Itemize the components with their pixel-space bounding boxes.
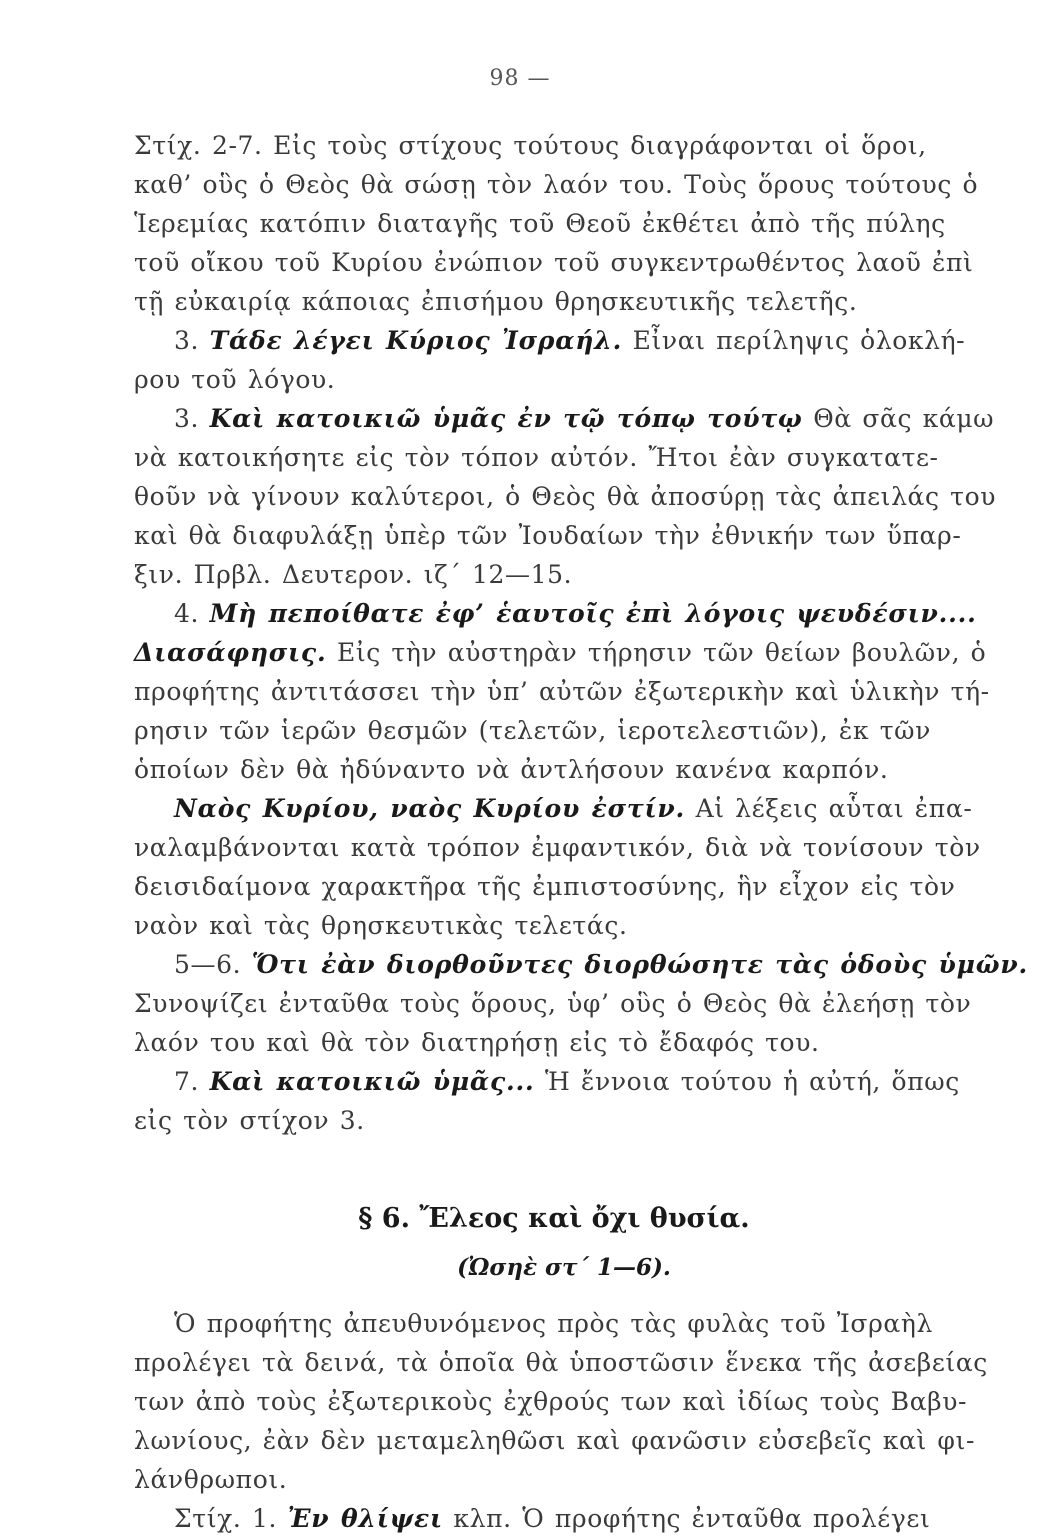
text-line xyxy=(134,282,914,321)
line-text: Ἱερεμίας κατόπιν διαταγῆς τοῦ Θεοῦ ἐκθέτει ἀπὸ τῆς πύλης xyxy=(134,209,946,238)
line-text: 4. xyxy=(174,599,210,628)
line-text: 7. xyxy=(174,1067,210,1096)
text-line xyxy=(134,672,990,711)
line-text: ρησιν τῶν ἱερῶν θεσμῶν (τελετῶν, ἱεροτελεστιῶν), ἐκ τῶν xyxy=(134,716,931,745)
emphasized-lemma: Ὅτι ἐὰν διορθοῦντες διορθώσητε τὰς ὁδοὺς ὑμῶν. xyxy=(251,950,1029,979)
text-line xyxy=(134,477,997,516)
text-line xyxy=(134,789,973,828)
text-line xyxy=(134,906,914,945)
line-text: καθ’ οὓς ὁ Θεὸς θὰ σώσῃ τὸν λαόν του. Τοὺς ὅρους τούτους ὁ xyxy=(134,170,979,199)
emphasized-lemma: Ναὸς Κυρίου, ναὸς Κυρίου ἐστίν. xyxy=(174,794,686,823)
text-line xyxy=(134,204,946,243)
emphasized-lemma: Καὶ κατοικιῶ ὑμᾶς ἐν τῷ τόπῳ τούτῳ xyxy=(209,404,803,433)
line-text: ναὸν καὶ τὰς θρησκευτικὰς τελετάς. xyxy=(134,911,628,940)
line-text: ρου τοῦ λόγου. xyxy=(134,365,336,394)
text-line xyxy=(134,594,977,633)
line-text: νὰ κατοικήσητε εἰς τὸν τόπον αὐτόν. Ἤτοι ἐὰν συγκατατε- xyxy=(134,443,939,472)
text-line xyxy=(134,321,966,360)
commentary-block xyxy=(134,126,1029,1140)
line-text: δεισιδαίμονα χαρακτῆρα τῆς ἐμπιστοσύνης, ἣν εἶχον εἰς τὸν xyxy=(134,872,956,901)
emphasized-lemma: Καὶ κατοικιῶ ὑμᾶς... xyxy=(209,1067,535,1096)
line-text: ὁποίων δὲν θὰ ἠδύναντο νὰ ἀντλήσουν κανένα καρπόν. xyxy=(134,755,889,784)
line-text: Ὁ προφήτης ἀπευθυνόμενος πρὸς τὰς φυλὰς τοῦ Ἰσραὴλ xyxy=(174,1309,933,1338)
line-text: προφήτης ἀντιτάσσει τὴν ὑπ’ αὐτῶν ἐξωτερικὴν καὶ ὑλικὴν τή- xyxy=(134,677,990,706)
line-text: λωνίους, ἐὰν δὲν μεταμεληθῶσι καὶ φανῶσιν εὐσεβεῖς καὶ φι- xyxy=(134,1426,975,1455)
text-line xyxy=(134,1304,933,1343)
text-line xyxy=(134,867,956,906)
text-line xyxy=(134,438,939,477)
text-line xyxy=(134,126,927,165)
text-line xyxy=(134,984,972,1023)
line-text: προλέγει τὰ δεινά, τὰ ὁποῖα θὰ ὑποστῶσιν ἕνεκα τῆς ἀσεβείας xyxy=(134,1348,988,1377)
line-text: καὶ θὰ διαφυλάξῃ ὑπὲρ τῶν Ἰουδαίων τὴν ἐθνικήν των ὕπαρ- xyxy=(134,521,962,550)
emphasized-lemma: Ἐν θλίψει xyxy=(287,1504,443,1533)
text-line xyxy=(134,945,1029,984)
text-line xyxy=(134,711,931,750)
text-line xyxy=(134,1382,968,1421)
text-line xyxy=(134,750,914,789)
section-subheading: (Ὠσηὲ στ´ 1—6). xyxy=(457,1254,671,1281)
text-line xyxy=(134,633,987,672)
text-line xyxy=(134,516,962,555)
line-text: τοῦ οἴκου τοῦ Κυρίου ἐνώπιον τοῦ συγκεντρωθέντος λαοῦ ἐπὶ xyxy=(134,248,974,277)
text-line xyxy=(134,243,974,282)
line-text: Θὰ σᾶς κάμω xyxy=(802,404,995,433)
line-text: Συνοψίζει ἐνταῦθα τοὺς ὅρους, ὑφ’ οὓς ὁ Θεὸς θὰ ἐλεήσῃ τὸν xyxy=(134,989,972,1018)
line-text: Αἱ λέξεις αὗται ἐπα- xyxy=(685,794,973,823)
section-intro-block xyxy=(134,1304,988,1538)
text-line xyxy=(134,1421,975,1460)
emphasized-lemma: Διασάφησις. xyxy=(134,638,327,667)
emphasized-lemma: Μὴ πεποίθατε ἐφ’ ἑαυτοῖς ἐπὶ λόγοις ψευδέσιν.... xyxy=(209,599,977,628)
page-text xyxy=(134,126,1029,1538)
line-text: λαόν του καὶ θὰ τὸν διατηρήσῃ εἰς τὸ ἔδαφός του. xyxy=(134,1028,820,1057)
line-text: ναλαμβάνονται κατὰ τρόπον ἐμφαντικόν, διὰ νὰ τονίσουν τὸν xyxy=(134,833,981,862)
line-text: Ἡ ἔννοια τούτου ἡ αὐτή, ὅπως xyxy=(534,1067,960,1096)
line-text: θοῦν νὰ γίνουν καλύτεροι, ὁ Θεὸς θὰ ἀποσύρῃ τὰς ἀπειλάς του xyxy=(134,482,997,511)
text-line xyxy=(134,555,914,594)
line-text: Στίχ. 2-7. Εἰς τοὺς στίχους τούτους διαγράφονται οἱ ὅροι, xyxy=(134,131,927,160)
emphasized-lemma: Τάδε λέγει Κύριος Ἰσραήλ. xyxy=(209,326,623,355)
section-heading: § 6. Ἔλεος καὶ ὄχι θυσία. xyxy=(358,1203,750,1234)
text-line xyxy=(134,1101,914,1140)
text-line xyxy=(134,1499,931,1538)
text-line xyxy=(134,828,981,867)
text-line xyxy=(134,1343,988,1382)
line-text: Εἶναι περίληψις ὁλοκλή- xyxy=(622,326,966,355)
line-text: ξιν. Πρβλ. Δευτερον. ιζ´ 12—15. xyxy=(134,560,573,589)
text-line xyxy=(134,165,979,204)
text-line xyxy=(134,399,995,438)
line-text: Στίχ. 1. xyxy=(174,1504,288,1533)
text-line xyxy=(134,1062,960,1101)
text-line xyxy=(134,1460,914,1499)
text-line xyxy=(134,360,914,399)
line-text: τῇ εὐκαιρίᾳ κάποιας ἐπισήμου θρησκευτικῆς τελετῆς. xyxy=(134,287,858,316)
line-text: 5—6. xyxy=(174,950,252,979)
section-header xyxy=(134,1192,914,1290)
line-text: 3. xyxy=(174,404,210,433)
line-text: κλπ. Ὁ προφήτης ἐνταῦθα προλέγει xyxy=(442,1504,931,1533)
text-line xyxy=(134,1023,914,1062)
page-number: 98 — xyxy=(489,66,551,91)
line-text: των ἀπὸ τοὺς ἐξωτερικοὺς ἐχθρούς των καὶ ἰδίως τοὺς Βαβυ- xyxy=(134,1387,968,1416)
line-text: λάνθρωποι. xyxy=(134,1465,288,1494)
line-text: εἰς τὸν στίχον 3. xyxy=(134,1106,365,1135)
line-text: Εἰς τὴν αὐστηρὰν τήρησιν τῶν θείων βουλῶν, ὁ xyxy=(326,638,987,667)
line-text: 3. xyxy=(174,326,210,355)
